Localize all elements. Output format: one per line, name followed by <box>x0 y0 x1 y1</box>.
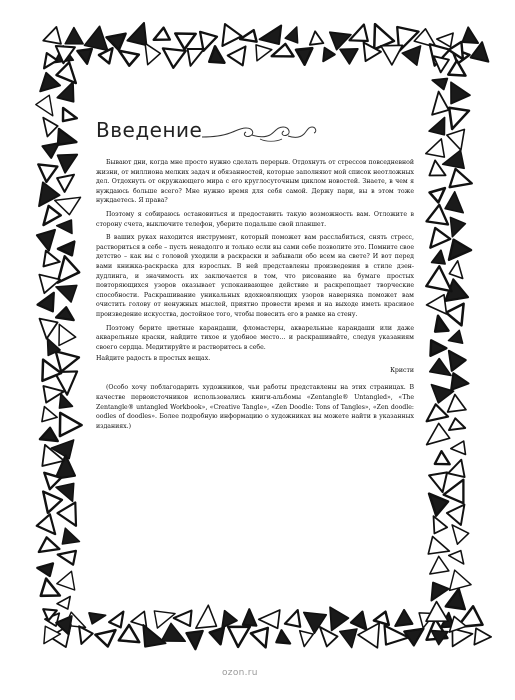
decorative-swirl-icon <box>200 121 320 145</box>
paragraph-2: Поэтому я собираюсь остановиться и предоставить такую возможность вам. Отложите в сторону счета, выключите телефон, уберите подальше свой планшет. <box>96 210 414 228</box>
paragraph-1: Бывают дни, когда мне просто нужно сделать перерыв. Отдохнуть от стрессов повседневной жизни, от миллиона мелких задач и обязанностей, которые заполняют мой список неотложных дел. Отдохнуть от окружающего мира с его круглосуточным циклом новостей. Знаете, в чем я нуждаюсь больше всего? Мне нужно время для себя самой. Держу пари, вы в этом тоже нуждаетесь. Я права? <box>96 159 414 205</box>
paragraph-4: Поэтому берите цветные карандаши, фломастеры, акварельные карандаши или даже акварельные краски, найдите тихое и удобное место... и раскрашивайте, следуя указаниям своего сердца. Медитируйте и растворитесь в себе. <box>96 324 414 351</box>
paragraph-3: В ваших руках находится инструмент, который поможет вам расслабиться, снять стресс, раствориться в себе – пусть ненадолго и только если вы сами себе позволите это. Помните свое детство – как вы с головой уходили в раскраски и забывали обо всем на свете? И вот перед вами книжка-раскраска для взрослых. В ней представлены произведения в стиле дзен-дудлинга, и значимость их заключается в том, что рисование на бумаге простых повторяющихся узоров оказывает успокаивающее действие и раскрепощает творческие способности. Раскрашивание уникальных вдохновляющих узоров наверняка поможет вам очистить голову от ненужных мыслей, приятно провести время и на выходе иметь красивое произведение искусства, достойное того, чтобы повесить его в рамке на стену. <box>96 234 414 318</box>
acknowledgement-note: (Особо хочу поблагодарить художников, чьи работы представлены на этих страницах. В качестве первоисточников использовались книги-альбомы «Zentangle® Untangled», «The Zentangle® untangled Workbook», «Creative Tangle», «Zen Doodle: Tons of Tangles», «Zen doodle: oodles of doodles». Более подробную информацию о художниках вы можете найти в указанных изданиях.) <box>96 384 414 430</box>
page-title: Введение <box>96 118 203 142</box>
introduction-text <box>96 158 414 435</box>
author-signature: Кристи <box>390 366 414 374</box>
heading <box>96 118 414 148</box>
page-content <box>96 118 414 538</box>
closing-line: Найдите радость в простых вещах. <box>96 355 211 363</box>
watermark: ozon.ru <box>222 668 258 678</box>
